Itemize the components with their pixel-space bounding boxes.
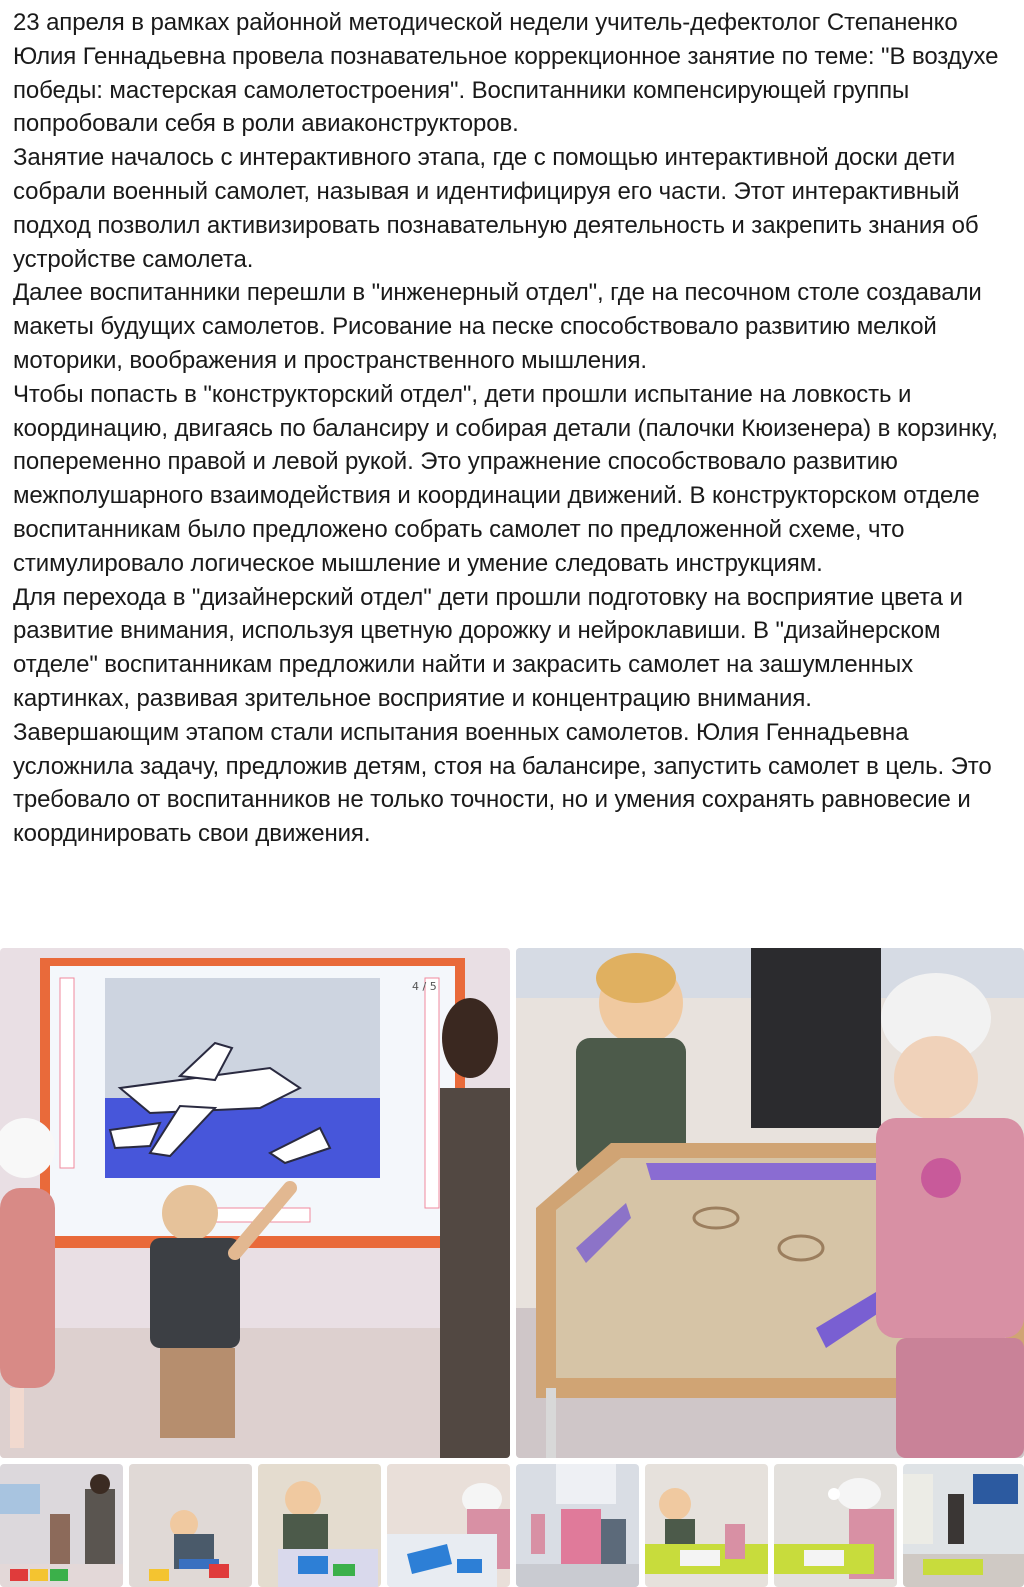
- photo-thumbnail-7[interactable]: [774, 1464, 897, 1587]
- photo-sand-table[interactable]: [516, 948, 1024, 1458]
- photo-thumbnail-6[interactable]: [645, 1464, 768, 1587]
- post-paragraph-1: 23 апреля в рамках районной методической недели учитель-дефектолог Степаненко Юлия Геннадьевна провела познавательное коррекционное занятие по теме: "В воздухе победы: мастерская самолетостроения". Воспитанники компенсирующей группы попробовали себя в роли авиаконструкторов.: [13, 9, 999, 138]
- post-paragraph-5: Для перехода в "дизайнерский отдел" дети прошли подготовку на восприятие цвета и развитие внимания, используя цветную дорожку и нейроклавиши. В "дизайнерском отделе" воспитанникам предложили найти и закрасить самолет на зашумленных картинках, развивая зрительное восприятие и концентрацию внимания.: [13, 583, 963, 712]
- post-paragraph-6: Завершающим этапом стали испытания военных самолетов. Юлия Геннадьевна усложнила задачу, предложив детям, стоя на балансире, запустить самолет в цель. Это требовало от воспитанников не только точности, но и умения сохранять равновесие и координировать свои движения.: [13, 718, 992, 848]
- photo-sand-table-image: [516, 948, 1024, 1458]
- photo-thumbnail-7-image: [774, 1464, 897, 1587]
- photo-thumbnail-8-image: [903, 1464, 1024, 1587]
- photo-interactive-board[interactable]: [0, 948, 510, 1458]
- post-paragraph-2: Занятие началось с интерактивного этапа, где с помощью интерактивной доски дети собрали военный самолет, называя и идентифицируя его части. Этот интерактивный подход позволил активизировать познавательную деятельность и закрепить знания об устройстве самолета.: [13, 144, 979, 273]
- board-page-indicator: 4 / 5: [412, 980, 437, 993]
- photo-thumbnail-4[interactable]: [387, 1464, 510, 1587]
- photo-thumbnail-3-image: [258, 1464, 381, 1587]
- photo-thumbnail-8[interactable]: [903, 1464, 1024, 1587]
- photo-thumbnail-1[interactable]: [0, 1464, 123, 1587]
- post-paragraph-3: Далее воспитанники перешли в "инженерный отдел", где на песочном столе создавали макеты будущих самолетов. Рисование на песке способствовало развитию мелкой моторики, воображения и пространственного мышления.: [13, 279, 982, 374]
- post-text: [13, 6, 1013, 851]
- photo-thumbnail-4-image: [387, 1464, 510, 1587]
- photo-thumbnail-6-image: [645, 1464, 768, 1587]
- photo-thumbnail-2-image: [129, 1464, 252, 1587]
- photo-thumbnail-1-image: [0, 1464, 123, 1587]
- photo-thumbnail-3[interactable]: [258, 1464, 381, 1587]
- photo-gallery: [0, 948, 1024, 1587]
- photo-interactive-board-image: [0, 948, 510, 1458]
- post-paragraph-4: Чтобы попасть в "конструкторский отдел", дети прошли испытание на ловкость и координацию, двигаясь по балансиру и собирая детали (палочки Кюизенера) в корзинку, попеременно правой и левой рукой. Это упражнение способствовало развитию межполушарного взаимодействия и координации движений. В конструкторском отделе воспитанникам было предложено собрать самолет по предложенной схеме, что стимулировало логическое мышление и умение следовать инструкциям.: [13, 380, 998, 577]
- photo-thumbnail-5-image: [516, 1464, 639, 1587]
- photo-thumbnail-5[interactable]: [516, 1464, 639, 1587]
- photo-thumbnail-2[interactable]: [129, 1464, 252, 1587]
